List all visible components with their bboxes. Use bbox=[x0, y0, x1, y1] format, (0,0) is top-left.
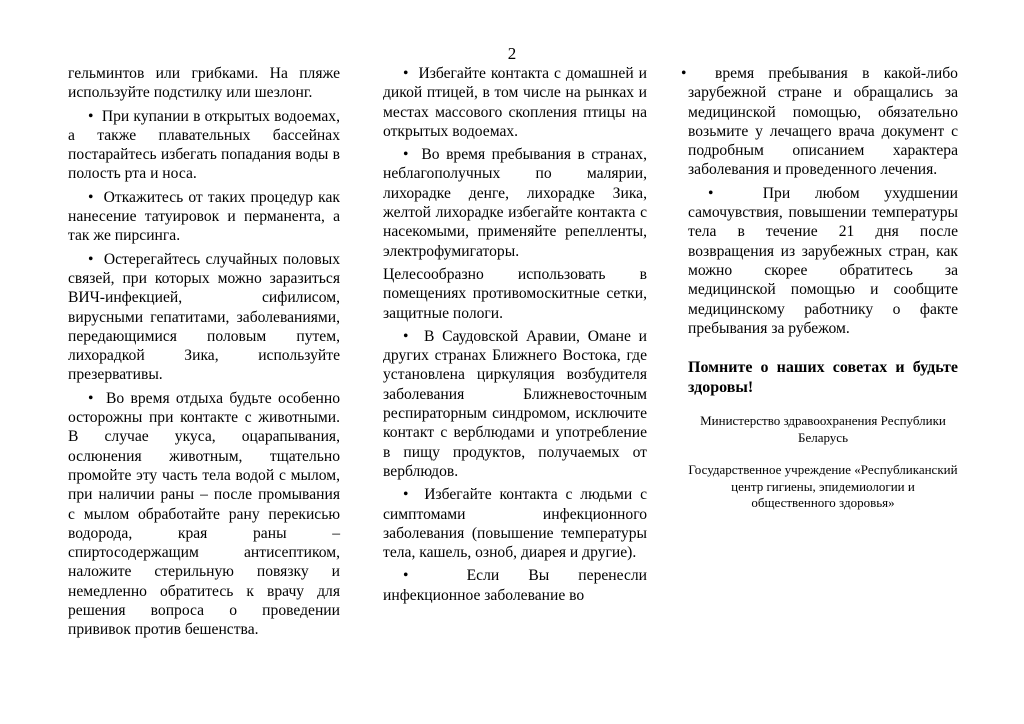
bullet-paragraph: • При любом ухудшении самочувствия, повышении температуры тела в течение 21 дня после возвращения из зарубежных стран, как можно скорее обратитесь за медицинской помощью и сообщите медицинскому работнику о факте пребывания за рубежом. bbox=[688, 184, 958, 338]
paragraph: Целесообразно использовать в помещениях противомоскитные сетки, защитные пологи. bbox=[383, 265, 647, 322]
column-1 bbox=[68, 64, 340, 644]
bullet-paragraph: • При купании в открытых водоемах, а также плавательных бассейнах постарайтесь избегать попадания воды в полость рта и носа. bbox=[68, 107, 340, 184]
bullet-paragraph: • время пребывания в какой-либо зарубежной стране и обращались за медицинской помощью, обязательно возьмите у лечащего врача документ с подробным описанием характера заболевания и проведенного лечения. bbox=[688, 64, 958, 180]
bullet-paragraph: • Если Вы перенесли инфекционное заболевание во bbox=[383, 566, 647, 605]
paragraph: гельминтов или грибками. На пляже используйте подстилку или шезлонг. bbox=[68, 65, 340, 102]
column-2 bbox=[383, 64, 647, 609]
bullet-paragraph: • Избегайте контакта с домашней и дикой птицей, в том числе на рынках и местах массового скопления птицы на открытых водоемах. bbox=[383, 64, 647, 141]
ministry-name: Министерство здравоохранения Республики Беларусь bbox=[700, 413, 946, 445]
bullet-paragraph: • В Саудовской Аравии, Омане и других странах Ближнего Востока, где установлена циркуляция возбудителя заболевания Ближневосточным респираторным синдромом, исключите контакт с верблюдами и употребление в пищу продуктов, получаемых от верблюдов. bbox=[383, 327, 647, 481]
bullet-paragraph: • Избегайте контакта с людьми с симптомами инфекционного заболевания (повышение температуры тела, кашель, озноб, диарея и другие). bbox=[383, 485, 647, 562]
institution-name: Государственное учреждение «Республиканский центр гигиены, эпидемиологии и общественного здоровья» bbox=[688, 462, 958, 511]
bullet-paragraph: • Во время отдыха будьте особенно осторожны при контакте с животными. В случае укуса, оцарапывания, ослюнения животным, тщательно промойте эту часть тела водой с мылом, при наличии раны – после промывания с мылом обработайте рану перекисью водорода, края раны – спиртосодержащим антисептиком, наложите стерильную повязку и немедленно обратитесь к врачу для решения вопроса о проведении прививок против бешенства. bbox=[68, 389, 340, 640]
call-to-action: Помните о наших советах и будьте здоровы! bbox=[688, 359, 958, 396]
page-number: 2 bbox=[507, 44, 517, 63]
column-3 bbox=[688, 64, 958, 528]
bullet-paragraph: • Откажитесь от таких процедур как нанесение татуировок и перманента, а так же пирсинга. bbox=[68, 188, 340, 246]
bullet-paragraph: • Остерегайтесь случайных половых связей, при которых можно заразиться ВИЧ-инфекцией, сифилисом, вирусными гепатитами, заболеваниями, передающимися половым путем, лихорадкой Зика, используйте презервативы. bbox=[68, 250, 340, 385]
bullet-paragraph: • Во время пребывания в странах, неблагополучных по малярии, лихорадке денге, лихорадке Зика, желтой лихорадке избегайте контакта с насекомыми, применяйте репелленты, электрофумигаторы. bbox=[383, 145, 647, 261]
